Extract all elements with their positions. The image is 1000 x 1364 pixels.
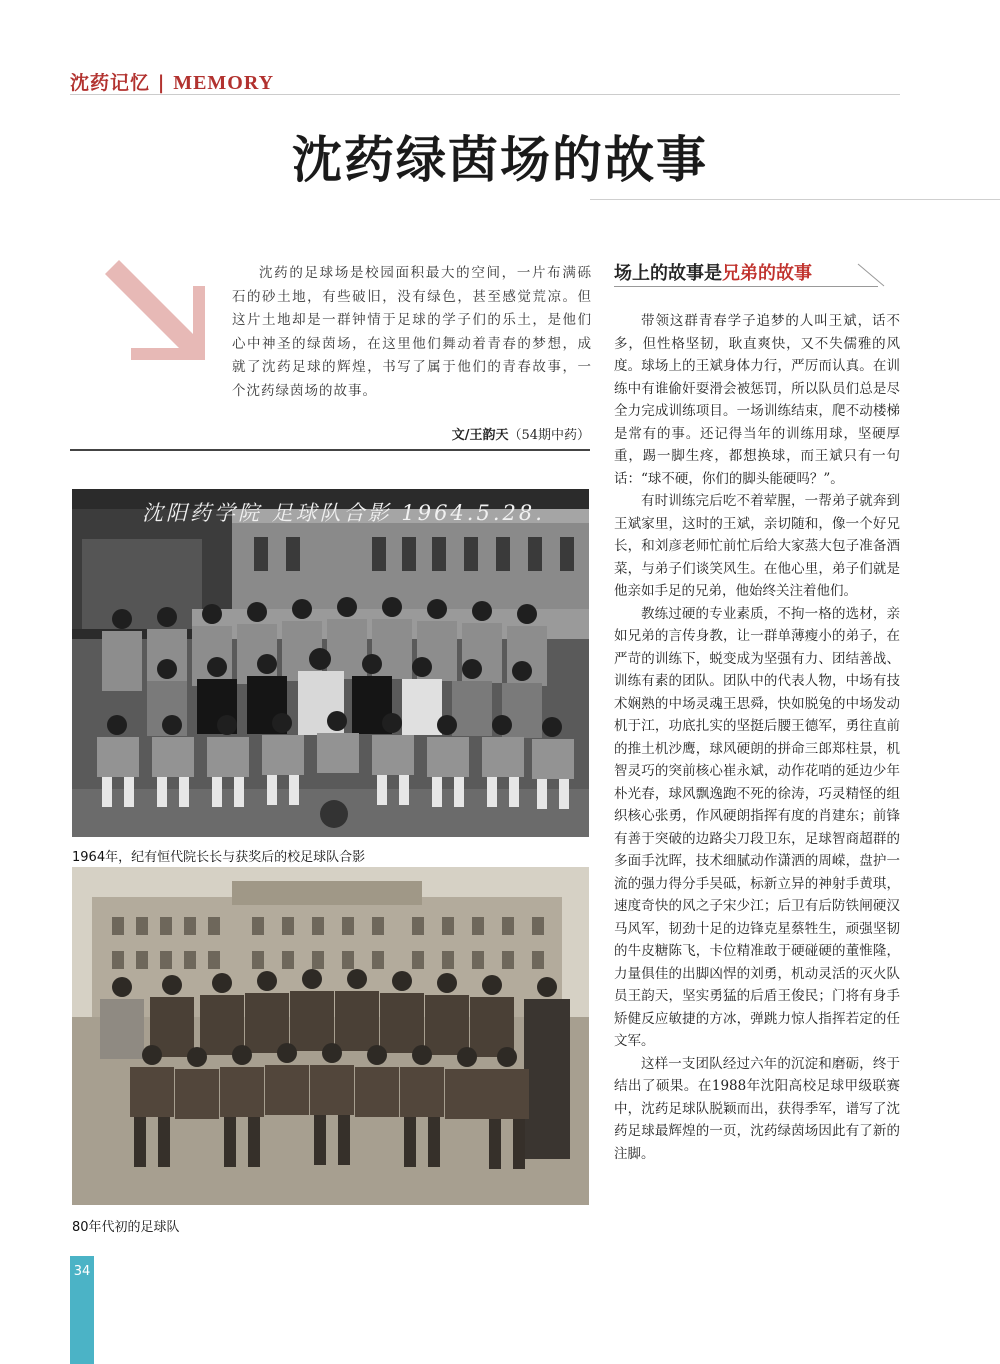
photo-caption-1964: 1964年，纪有恒代院长长与获奖后的校足球队合影: [72, 850, 366, 865]
subheading-prefix: 场上的故事是: [614, 263, 722, 284]
title-divider: [590, 199, 1000, 200]
body-paragraph-4: 这样一支团队经过六年的沉淀和磨砺，终于结出了硕果。在1988年沈阳高校足球甲级联赛中，沈药足球队脱颖而出，获得季军，谱写了沈药足球最辉煌的一页，沈药绿茵场因此有了新的注脚。: [614, 1055, 900, 1162]
section-label-separator: |: [157, 72, 166, 94]
body-paragraph-1: 带领这群青春学子追梦的人叫王斌，话不多，但性格坚韧，耿直爽快，又不失儒雅的风度。球场上的王斌身体力行，严厉而认真。在训练中有谁偷奸耍滑会被惩罚，所以队员们总是尽全力完成训练项目。一场训练结束，爬不动楼梯是常有的事。还记得当年的训练用球，坚硬厚重，踢一脚生疼，都想换球，而王斌只有一句话：“球不硬，你们的脚头能硬吗？”。: [614, 313, 900, 487]
subheading-underline: [614, 286, 878, 287]
byline-note: （54期中药）: [508, 428, 590, 443]
article-body: [614, 310, 900, 1165]
byline-author: 文/王韵天: [451, 428, 509, 443]
team-photo-1980s: [72, 867, 589, 1205]
page-number: 34: [73, 1264, 91, 1279]
section-subheading: [614, 259, 812, 285]
section-label-cn: 沈药记忆: [70, 72, 151, 94]
arrow-decoration-icon: [105, 260, 205, 360]
intro-paragraph: 沈药的足球场是校园面积最大的空间，一片布满砾石的砂土地，有些破旧，没有绿色，甚至感觉荒凉。但这片土地却是一群钟情于足球的学子们的乐土，是他们心中神圣的绿茵场，在这里他们舞动着青春的梦想，成就了沈药足球的辉煌，书写了属于他们的青春故事，一个沈药绿茵场的故事。: [232, 265, 592, 399]
top-divider: [70, 94, 900, 95]
photo-caption-1980s: 80年代初的足球队: [72, 1220, 180, 1235]
body-paragraph-2: 有时训练完后吃不着荤腥，一帮弟子就奔到王斌家里，这时的王斌，亲切随和，像一个好兄长，和刘彦老师忙前忙后给大家蒸大包子准备酒菜，与弟子们谈笑风生。在他心里，弟子们就是他亲如手足的兄弟，他始终关注着他们。: [614, 493, 900, 599]
subheading-slash-decoration: [856, 262, 896, 290]
section-label: [70, 68, 274, 95]
page-title: 沈药绿茵场的故事: [292, 130, 708, 189]
subheading-highlight: 兄弟的故事: [722, 263, 812, 284]
team-photo-1964: [72, 489, 589, 837]
byline: [380, 424, 590, 443]
team-photo-1980s-image: [72, 867, 589, 1205]
section-label-en: MEMORY: [173, 72, 275, 94]
team-photo-1964-image: [72, 489, 589, 837]
intro-divider: [70, 449, 590, 451]
photo-inscription: 沈阳药学院 足球队合影 1964.5.28.: [142, 501, 545, 525]
body-paragraph-3: 教练过硬的专业素质，不拘一格的选材，亲如兄弟的言传身教，让一群单薄瘦小的弟子，在严苛的训练下，蜕变成为坚强有力、团结善战、训练有素的团队。团队中的代表人物，中场有技术娴熟的中场灵魂王思舜，快如脱兔的中场发动机于江，功底扎实的坚挺后腰王德军，勇往直前的推土机沙鹰，球风硬朗的拼命三郎郑柱景，机智灵巧的突前核心崔永斌，动作花哨的延边少年朴光春，球风飘逸跑不死的徐涛，巧灵精怪的组织核心张勇，作风硬朗指挥有度的肖建东；前锋有善于突破的边路尖刀段卫东，足球智商超群的多面手沈晖，技术细腻动作潇洒的周嵘，盘护一流的强力得分手吴砥，标新立异的神射手黄琪，速度奇快的风之子宋少江；后卫有后防铁闸硬汉马风军，韧劲十足的边锋克星蔡牲生，顽强坚韧的牛皮糖陈飞，卡位精准敢于硬碰硬的董惟隆，力量俱佳的出脚凶悍的刘勇，机动灵活的灭火队员王韵天，坚实勇猛的后盾王俊民；门将有身手矫健反应敏捷的方冰，弹跳力惊人指挥若定的任文军。: [614, 605, 900, 1049]
